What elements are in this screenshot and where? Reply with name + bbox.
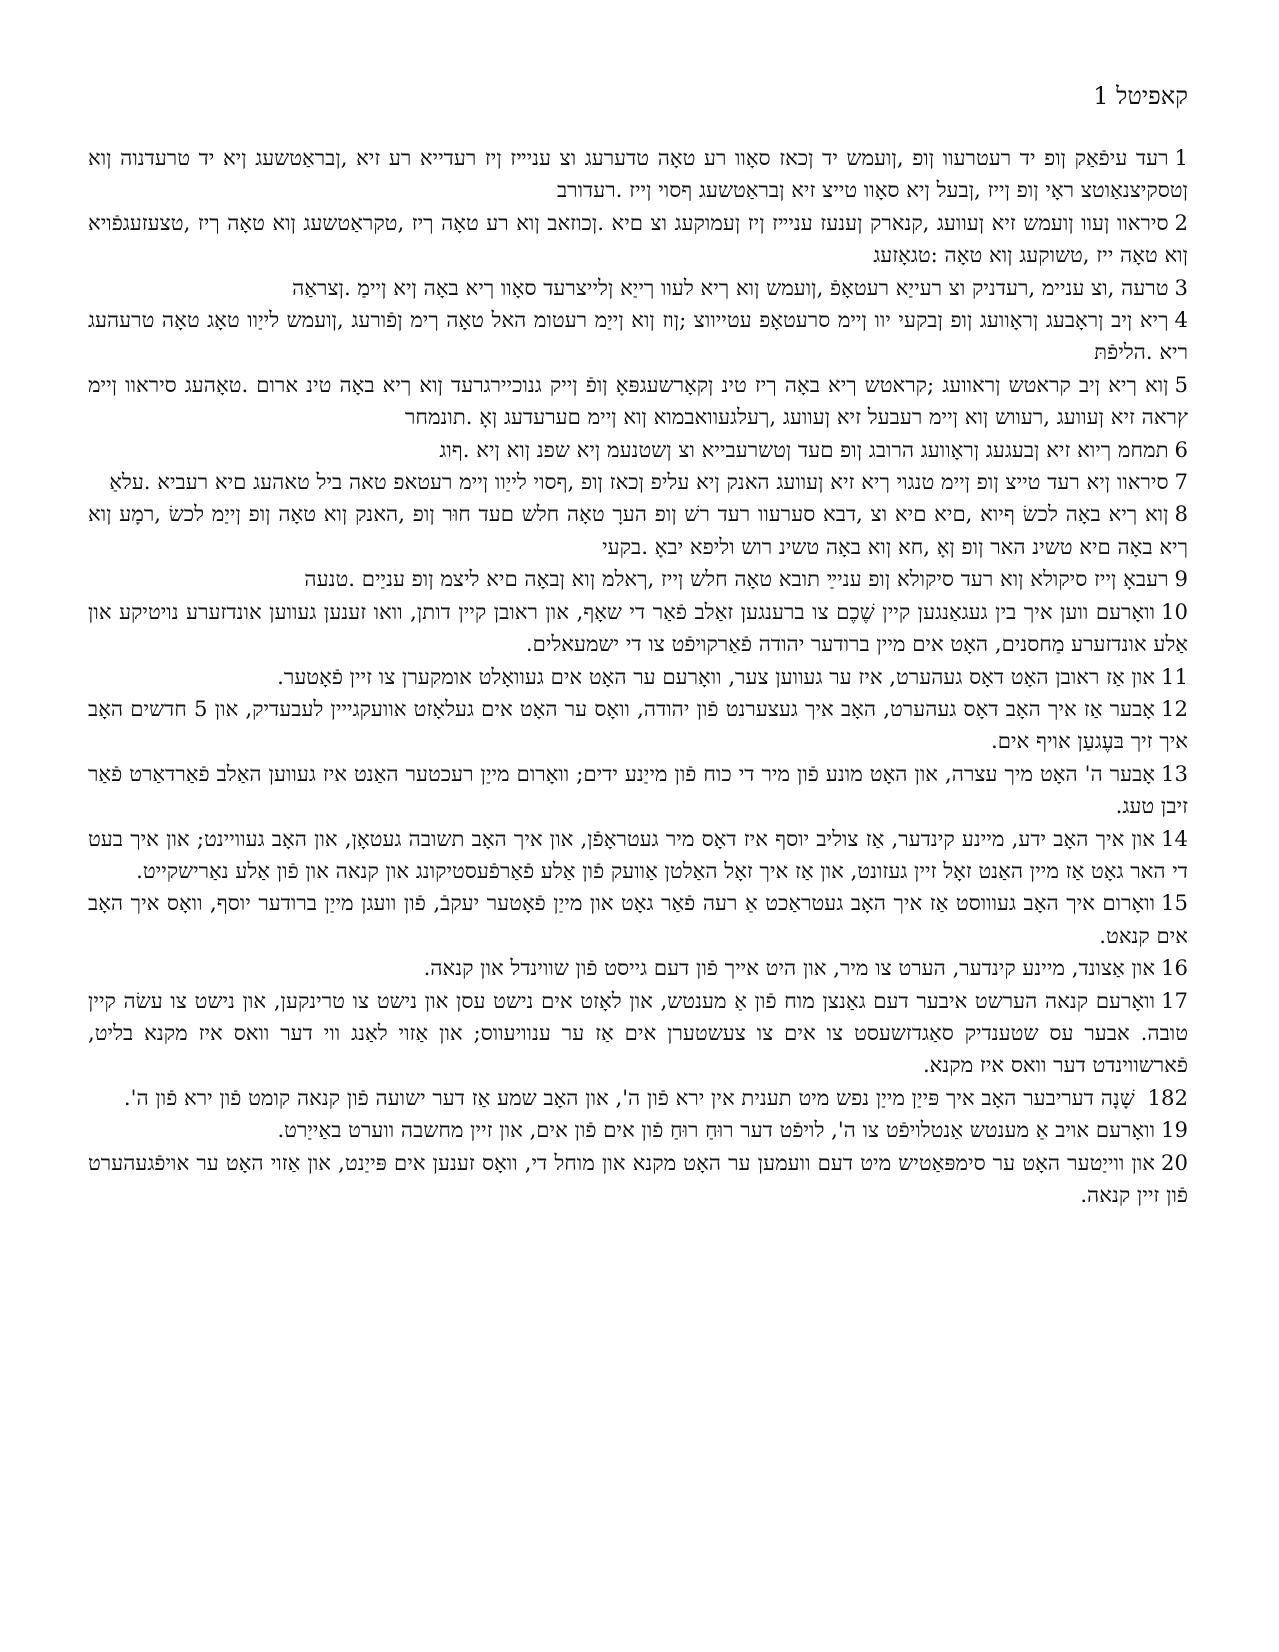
- verse-text: וואָרעם ווען איך בין געגאַנגען קיין שֶׁכֶם צו ברענגען זאַלב פֿאַר די שאָף, און ראובן קיין דותן, וואו זענען געווען אונדזערע נויטיקע און אַלע אונדזערע מַחסנים, האָט אים מיין ברודער יהודה פֿאַרקויפֿט צו די ישמעאלים.: [88, 598, 1188, 657]
- document-page: [88, 78, 1188, 1618]
- verse-text: און איך האָב ידע, מיינע קינדער, אַז צוליב יוסף איז דאָס מיר געטראָפֿן, און איך האָב תשובה געטאָן, און האָב געוויינט; און איך בעט די האר גאָט אַז מיין האַנט זאָל זיין געזונט, און אַז איך זאָל האַלטן אַוועק פֿון אַלע פֿאַרפֿעסטיקונג און קנאה און פֿון אַלע נאַרישקייט.: [88, 825, 1188, 883]
- verse: [88, 498, 1188, 563]
- verse-text: און אַצונד, מיינע קינדער, הערט צו מיר, און היט אייך פֿון דעם גייסט פֿון שווינדל און קנאה.: [423, 955, 1156, 981]
- verse-text: רעבאָ ןייז סיקולא ןוא רעד סיקולא ןופ עניײַ תובא טאָה חלש ןייז ,ךאלמ ןוא ןבאָה םיא ליצמ ןופ עניַים .טנעה: [304, 566, 1169, 592]
- verse: [88, 1082, 1188, 1114]
- verse: [88, 823, 1188, 888]
- verse-number: 12: [1161, 695, 1188, 721]
- verse-number: 14: [1161, 825, 1188, 851]
- verse-text: און ווייַטער האָט ער סימפּאַטיש מיט דעם וועמען ער האָט מקנא און מוחל די, וואָס זענען אים פּייַנט, און אַזוי האָט ער אויפֿגעהערט פֿון זיין קנאה.: [88, 1149, 1188, 1207]
- chapter-title: קאפיטל 1: [1093, 82, 1188, 110]
- verse: [88, 142, 1188, 207]
- verse-number: 19: [1161, 1117, 1188, 1143]
- verse-number: 11: [1161, 663, 1188, 689]
- verse-text: ךיא ןיב ןראָבעג ןראָוועג ןופ ןבקעי יוו ןיימ סרעטאָפ עטייווצ ;ןוז ןוא ןייַמ רעטומ האל טאָה ךימ ןפֿורעג ,ןועמש לייַוו טאָג טאָה טרעהעג ריא .הליפֿתּ: [88, 307, 1188, 365]
- verse-number: 8: [1174, 501, 1188, 527]
- verse: [88, 466, 1188, 498]
- verse-text: אָבער ה' האָט מיך עצרה, און האָט מונע פֿון מיר די כוח פֿון מייַנע ידים; וואָרום מייַן רעכטער האַנט איז געווען האַלב פֿאַרדאַרט פֿאַר זיבן טעג.: [88, 760, 1188, 819]
- verse-text: תמחמ ךיוא זיא ןבעגעג ןראָוועג הרובג ןופ םעד ןטשרעבייא וצ ןשטנעמ ןיא שפנ ןוא ןיא .ףוג: [439, 436, 1169, 462]
- verse: [88, 1147, 1188, 1212]
- verse: [88, 434, 1188, 466]
- verse: [88, 758, 1188, 823]
- verse-number: 3: [1174, 274, 1188, 300]
- verse-number: 17: [1161, 987, 1188, 1013]
- verse-number: 1: [1174, 145, 1188, 170]
- verse: [88, 661, 1188, 693]
- verse-text: וואָרעם קנאה הערשט איבער דעם גאַנצן מוח פֿון אַ מענטש, און לאָזט אים נישט עסן און נישט צו טרינקען, און נישט צו עשׂה קיין טובה. אבער עס שטענדיק סאַגדזשעסט צו אים צו צעשטערן אים אַז ער ענוויעווס; און אַזוי לאַנג ווי דער וואס איז מקנא בליט, פֿארשווינדט דער וואס איז מקנא.: [88, 987, 1188, 1078]
- verse-number: 7: [1174, 469, 1188, 495]
- verse-text: אָבער אַז איך האָב דאָס געהערט, האָב איך געצערנט פֿון יהודה, וואָס ער האָט אים געלאָזט אוועקגייין לעבעדיק, און 5 חדשים האָב איך זיך בּעֶגעַן אויף אים.: [88, 695, 1188, 754]
- verse-text: ןוא ךיא באָה לכשׂ ףיוא ,םיא םיא וצ ,דבא סערעוו רעד רשׁ ןופ הערָ טאָה חלש םעד חוּר ןופ ,האנק ןוא טאָה ןופ ןייַמ לכשׂ ,רמָע ןוא ךיא באָה םיא טשינ האר ןופ ןאָ ,חא ןוא באָה טשינ רוש וליפא יבאָ .בקעי: [88, 501, 1188, 559]
- verse-number: 6: [1174, 436, 1188, 462]
- verse-text: סיראוו ןיא רעד טייצ ןופ ןיימ טנגוי ךיא זיא ןעוועג האנק ןיא עליפ ןכאז ןופ ,ףסוי לייַוו ןיימ רעטאפ טאה ביל טאהעג םיא רעביא .עלאַ: [109, 469, 1169, 495]
- verse-text: וואָרום איך האָב געוווסט אַז איך האָב געטראַכט אַ רעה פֿאַר גאָט און מייַן פֿאָטער יעקבֿ, פֿון וועגן מייַן ברודער יוסף, וואָס איך האָב אים קנאט.: [88, 890, 1188, 948]
- verse-text: ןוא ךיא ןיב קראטש ןראוועג ;קראטש ךיא באָה ךיז טינ ןקאָרשעגפּאָ ןופֿ ןייק גנוכיירגרעד ןוא ךיא באָה טינ ארום .טאָהעג סיראוו ןיימ ץראה זיא ןעוועג ,רעווש ןוא ןיימ רעבעל זיא ןעוועג ,ךעלגעוואבמוא ןוא ןיימ םערעדעג ןאָ .תונמחר: [88, 371, 1188, 430]
- verse-number: 16: [1161, 955, 1188, 981]
- verse-number: 15: [1161, 890, 1188, 916]
- verse-number: 13: [1161, 760, 1188, 786]
- verse: [88, 887, 1188, 952]
- verse: [88, 304, 1188, 369]
- verse: [88, 596, 1188, 661]
- verse-text: וואָרעם אויב אַ מענטש אַנטלויפֿט צו ה', לויפֿט דער רוּחַ רוּחַ פֿון אים פֿון אים, און זיין מחשבה ווערט באַייַרט.: [277, 1117, 1156, 1143]
- verse-text: סיראוו ןעוו ןועמש זיא ןעוועג ,קנארק ןענעז עניײז ןיז ןעמוקעג וצ םיא .ןכוזאב ןוא רע טאָה ךיז ,טקראַטשעג ןוא טאָה ךיז ,טצעזעגפֿויא ןוא טאָה ייז ,טשוקעג ןוא טאָה :טגאָזעג: [88, 209, 1188, 268]
- verse-text: טרעה ,וצ עניימ ,רעדניק וצ רעייַא רעטאָפֿ ,ןועמש ןוא ךיא לעוו ךייַא ןלייצרעד סאָוו ךיא באָה ןיא ןיימַ .ןצראַה: [292, 274, 1169, 300]
- verse: [88, 563, 1188, 595]
- verse: [88, 952, 1188, 984]
- verse-number: 18: [1147, 1084, 1175, 1110]
- verse-number: 9: [1174, 566, 1188, 592]
- verse: [88, 1114, 1188, 1146]
- verse-number: 2: [1174, 209, 1188, 235]
- verse-text: און אַז ראובן האָט דאָס געהערט, איז ער געווען צער, וואָרעם ער האָט אים געוואָלט אומקערן צו זיין פֿאָטער.: [277, 663, 1156, 689]
- verse: [88, 693, 1188, 758]
- verse-number: 10: [1161, 598, 1188, 624]
- verse: [88, 272, 1188, 304]
- verse: [88, 985, 1188, 1082]
- verse-text: רעד עיפֿאַק ןופ יד רעטרעוו ןופ ,ןועמש יד ןכאז סאָוו רע טאָה טדערעג וצ עניײז ןיז רעדייא רע זיא ,ןבראַטשעג ןיא יד טרעדנוה ןוא ןטסקיצנאַוטצ ראָי ןופ ןייז ,ןבעל ןיא סאָוו טייצ זיא ןבראַטשעג ףסוי ןייז .רעדורב: [88, 145, 1188, 203]
- verse-number: 20: [1161, 1149, 1188, 1175]
- verse-number: 5: [1174, 371, 1188, 397]
- verse: [88, 207, 1188, 272]
- verse-list: [88, 142, 1188, 1211]
- verse: [88, 369, 1188, 434]
- verse-text: 2 שָׁנָה דעריבער האָב איך פּייַן מייַן נפש מיט תענית אין ירא פֿון ה', און האָב שמע אַז דער ישועה פֿון קנאה קומט פֿון ירא פֿון ה'.: [123, 1084, 1188, 1110]
- verse-number: 4: [1174, 307, 1188, 333]
